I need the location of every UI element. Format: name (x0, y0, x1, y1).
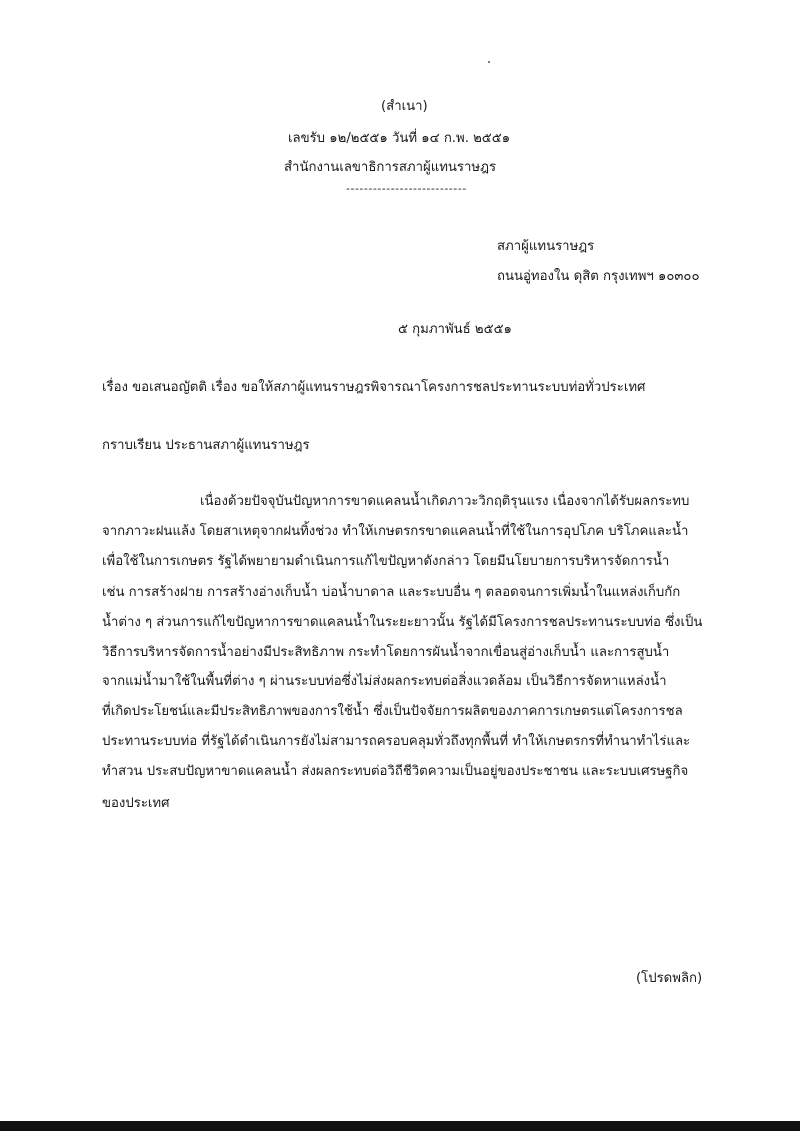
body-line: เช่น การสร้างฝาย การสร้างอ่างเก็บน้ำ บ่อน้ำบาดาล และระบบอื่น ๆ ตลอดจนการเพิ่มน้ำในแหล่งเก็บกัก (102, 585, 681, 600)
please-turn-over: (โปรดพลิก) (636, 971, 703, 986)
body-line: วิธีการบริหารจัดการน้ำอย่างมีประสิทธิภาพ กระทำโดยการผันน้ำจากเขื่อนสู่อ่างเก็บน้ำ และการสูบน้ำ (102, 645, 670, 660)
scan-speck (488, 61, 490, 63)
body-line: ที่เกิดประโยชน์และมีประสิทธิภาพของการใช้น้ำ ซึ่งเป็นปัจจัยการผลิตของภาคการเกษตรแต่โครงการชล (102, 704, 683, 719)
header-separator: --------------------------- (346, 182, 467, 195)
receipt-number: เลขรับ ๑๒/๒๕๕๑ วันที่ ๑๔ ก.พ. ๒๕๕๑ (288, 131, 511, 146)
address-line-1: สภาผู้แทนราษฎร (497, 239, 595, 254)
body-line: เนื่องด้วยปัจจุบันปัญหาการขาดแคลนน้ำเกิดภาวะวิกฤติรุนแรง เนื่องจากได้รับผลกระทบ (200, 494, 690, 509)
body-line: เพื่อใช้ในการเกษตร รัฐได้พยายามดำเนินการแก้ไขปัญหาดังกล่าว โดยมีนโยบายการบริหารจัดการน้ำ (102, 554, 670, 569)
document-date: ๕ กุมภาพันธ์ ๒๕๕๑ (398, 322, 512, 337)
body-line: ของประเทศ (102, 796, 170, 811)
body-line: ทำสวน ประสบปัญหาขาดแคลนน้ำ ส่งผลกระทบต่อวิถีชีวิตความเป็นอยู่ของประชาชน และระบบเศรษฐกิจ (102, 764, 689, 779)
body-line: น้ำต่าง ๆ ส่วนการแก้ไขปัญหาการขาดแคลนน้ำในระยะยาวนั้น รัฐได้มีโครงการชลประทานระบบท่อ ซึ่งเป็น (102, 615, 703, 630)
copy-label: (สำเนา) (381, 99, 428, 114)
body-line: จากภาวะฝนแล้ง โดยสาเหตุจากฝนทิ้งช่วง ทำให้เกษตรกรขาดแคลนน้ำที่ใช้ในการอุปโภค บริโภคและน้ำ (102, 524, 689, 539)
scan-bottom-border (0, 1121, 800, 1131)
subject-line: เรื่อง ขอเสนอญัตติ เรื่อง ขอให้สภาผู้แทนราษฎรพิจารณาโครงการชลประทานระบบท่อทั่วประเทศ (102, 380, 646, 395)
salutation: กราบเรียน ประธานสภาผู้แทนราษฎร (102, 438, 310, 453)
address-line-2: ถนนอู่ทองใน ดุสิต กรุงเทพฯ ๑๐๓๐๐ (497, 269, 700, 284)
body-line: จากแม่น้ำมาใช้ในพื้นที่ต่าง ๆ ผ่านระบบท่อซึ่งไม่ส่งผลกระทบต่อสิ่งแวดล้อม เป็นวิธีการจัดหาแหล่งน้ำ (102, 674, 667, 689)
receiving-office: สำนักงานเลขาธิการสภาผู้แทนราษฎร (284, 160, 497, 175)
body-line: ประทานระบบท่อ ที่รัฐได้ดำเนินการยังไม่สามารถครอบคลุมทั่วถึงทุกพื้นที่ ทำให้เกษตรกรที่ทำนาทำไร่และ (102, 734, 691, 749)
